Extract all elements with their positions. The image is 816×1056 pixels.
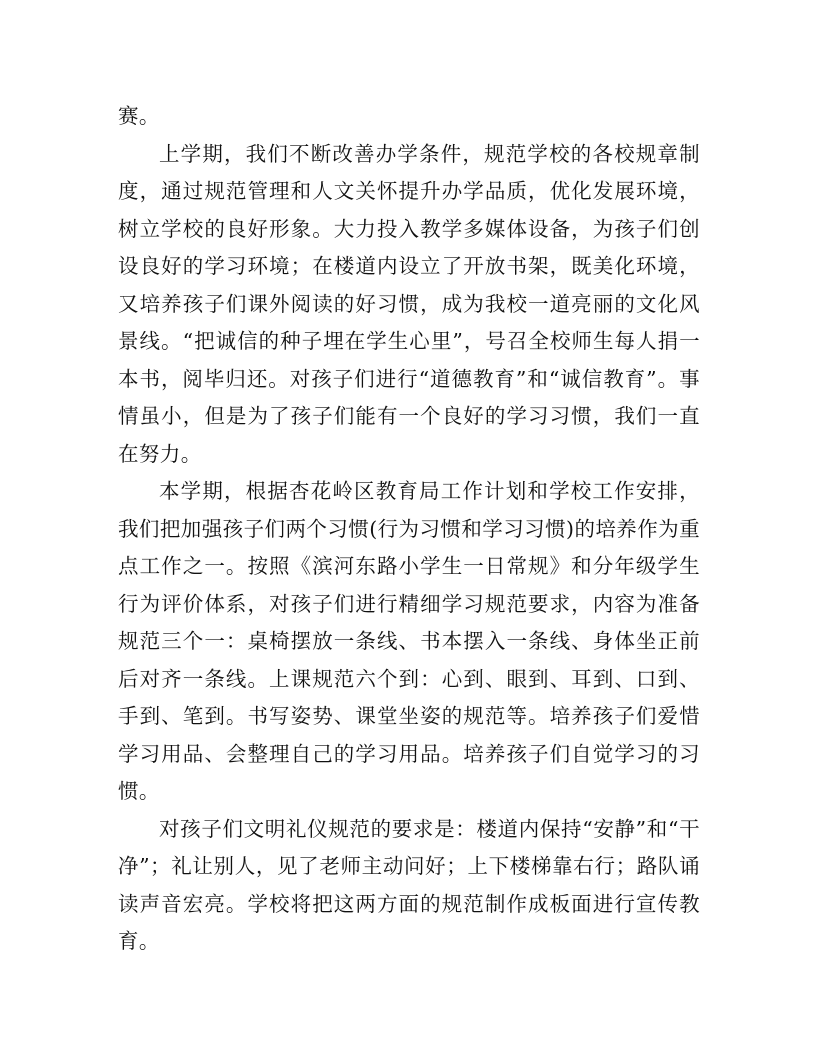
paragraph-continuation: 赛。	[118, 104, 160, 128]
paragraph-etiquette: 对孩子们文明礼仪规范的要求是：楼道内保持“安静”和“干净”；礼让别人，见了老师主动问好；上下楼梯靠右行；路队诵读声音宏亮。学校将把这两方面的规范制作成板面进行宣传教育。	[118, 816, 700, 953]
document-body	[118, 98, 700, 961]
paragraph-last-semester: 上学期，我们不断改善办学条件，规范学校的各校规章制度，通过规范管理和人文关怀提升办学品质，优化发展环境，树立学校的良好形象。大力投入教学多媒体设备，为孩子们创设良好的学习环境；在楼道内设立了开放书架，既美化环境，又培养孩子们课外阅读的好习惯，成为我校一道亮丽的文化风景线。“把诚信的种子埋在学生心里”，号召全校师生每人捐一本书，阅毕归还。对孩子们进行“道德教育”和“诚信教育”。事情虽小，但是为了孩子们能有一个良好的学习习惯，我们一直在努力。	[118, 141, 700, 466]
paragraph-this-semester: 本学期，根据杏花岭区教育局工作计划和学校工作安排，我们把加强孩子们两个习惯(行为习惯和学习习惯)的培养作为重点工作之一。按照《滨河东路小学生一日常规》和分年级学生行为评价体系，对孩子们进行精细学习规范要求，内容为准备规范三个一：桌椅摆放一条线、书本摆入一条线、身体坐正前后对齐一条线。上课规范六个到：心到、眼到、耳到、口到、手到、笔到。书写姿势、课堂坐姿的规范等。培养孩子们爱惜学习用品、会整理自己的学习用品。培养孩子们自觉学习的习惯。	[118, 479, 700, 803]
